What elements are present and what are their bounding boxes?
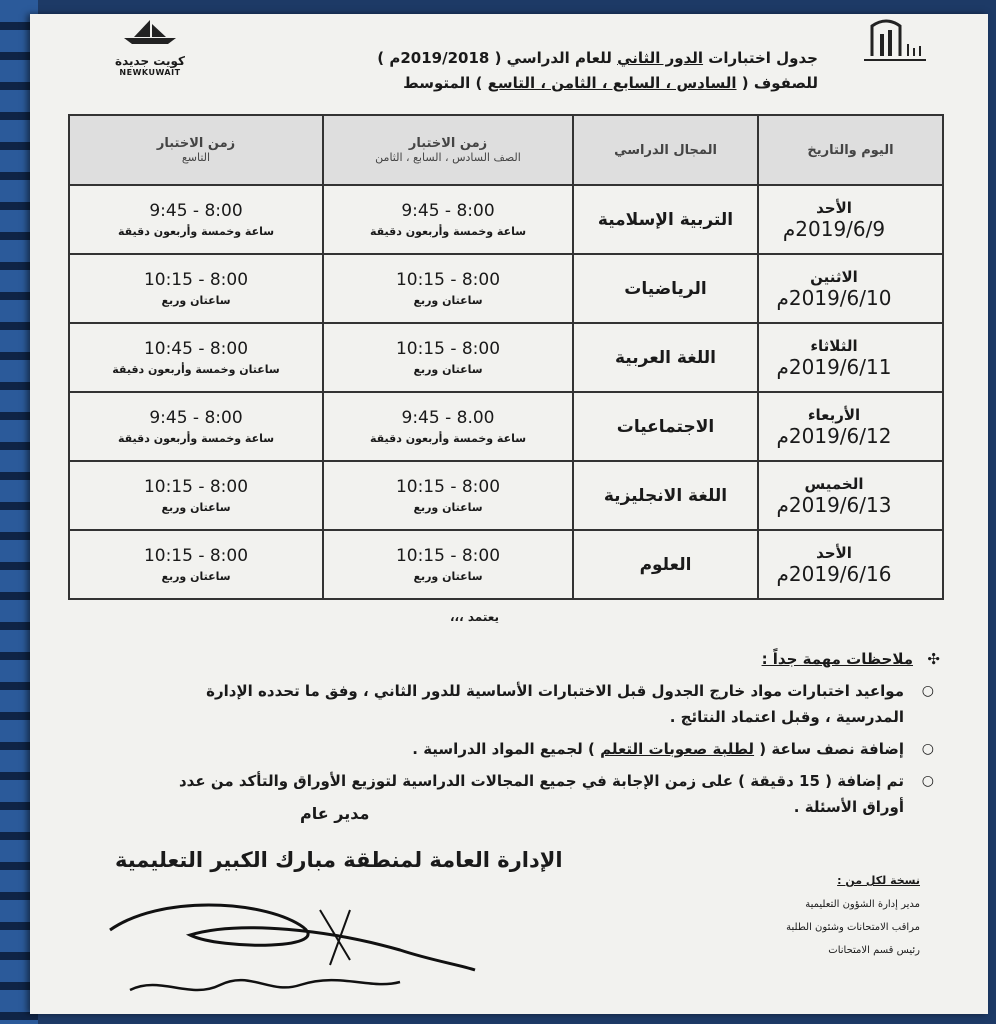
duration-text: ساعة وخمسة وأربعون دقيقة	[117, 225, 275, 238]
time-cell-grade-9	[69, 254, 323, 323]
exam-date: 2019/6/10م	[776, 285, 892, 310]
note-item	[150, 768, 940, 820]
subject-cell: اللغة الانجليزية	[573, 461, 758, 530]
table-row	[69, 530, 943, 599]
day-date-cell	[758, 392, 943, 461]
header-time-sub: الصف السادس ، السابع ، الثامن	[375, 151, 521, 164]
subject-cell: التربية الإسلامية	[573, 185, 758, 254]
star-bullet-icon: ✣	[927, 650, 940, 668]
duration-text: ساعتان وربع	[413, 294, 483, 307]
subject-cell: العلوم	[573, 530, 758, 599]
subject-cell: الرياضيات	[573, 254, 758, 323]
day-name: الأحد	[816, 543, 852, 562]
time-range: 9:45 - 8:00	[149, 408, 243, 428]
exam-date: 2019/6/13م	[776, 492, 892, 517]
title-line-1	[298, 46, 818, 71]
dhow-icon	[120, 18, 180, 46]
time-range: 9:45 - 8:00	[401, 201, 495, 221]
exam-date: 2019/6/12م	[776, 423, 892, 448]
subject-cell: اللغة العربية	[573, 323, 758, 392]
time-cell-grade-9	[69, 323, 323, 392]
duration-text: ساعتان وربع	[161, 570, 231, 583]
grades-prefix: للصفوف (	[736, 74, 818, 92]
copy-recipient: مراقب الامتحانات وشئون الطلبة	[786, 922, 920, 933]
exam-date: 2019/6/11م	[776, 354, 892, 379]
copy-recipient: رئيس قسم الامتحانات	[828, 945, 920, 956]
header-day-date: اليوم والتاريخ	[758, 115, 943, 185]
new-kuwait-logo	[108, 18, 192, 77]
notes-title: ملاحظات مهمة جداً :	[761, 650, 913, 668]
time-cell-grades-6-8	[323, 254, 573, 323]
time-range: 9:45 - 8.00	[401, 408, 495, 428]
time-range: 10:15 - 8:00	[143, 477, 249, 497]
time-cell-grades-6-8	[323, 323, 573, 392]
time-cell-grade-9	[69, 392, 323, 461]
header-exam-time-grade-9	[69, 115, 323, 185]
time-range: 10:15 - 8:00	[395, 477, 501, 497]
duration-text: ساعتان وربع	[161, 294, 231, 307]
note-text: ) لجميع المواد الدراسية .	[412, 740, 601, 758]
duration-text: ساعتان وربع	[413, 363, 483, 376]
logo-english-text: NEWKUWAIT	[119, 68, 181, 77]
grades-list: السادس ، السابع ، الثامن ، التاسع	[487, 74, 737, 92]
note-item	[150, 678, 940, 730]
header-exam-time-grades-6-8	[323, 115, 573, 185]
time-range: 10:15 - 8:00	[143, 270, 249, 290]
duration-text: ساعة وخمسة وأربعون دقيقة	[369, 432, 527, 445]
time-range: 10:45 - 8:00	[143, 339, 249, 359]
header-time-label: زمن الاختبار	[156, 136, 236, 151]
title-text: جدول اختبارات	[703, 49, 818, 67]
circle-bullet-icon: ○	[921, 773, 934, 789]
header-time-sub: التاسع	[181, 151, 211, 164]
grades-level: ) المتوسط	[403, 74, 488, 92]
time-cell-grades-6-8	[323, 461, 573, 530]
subject-cell: الاجتماعيات	[573, 392, 758, 461]
approval-text: يعتمد ،،،	[450, 610, 500, 624]
time-cell-grade-9	[69, 461, 323, 530]
time-range: 10:15 - 8:00	[395, 339, 501, 359]
note-text: إضافة نصف ساعة (	[754, 740, 904, 758]
note-text: تم إضافة ( 15 دقيقة ) على زمن الإجابة في جميع المجالات الدراسية لتوزيع الأوراق والتأكد من عدد أوراق الأسئلة .	[178, 772, 904, 816]
day-name: الثلاثاء	[810, 336, 858, 355]
title-year: للعام الدراسي ( 2019/2018م )	[377, 49, 618, 67]
duration-text: ساعة وخمسة وأربعون دقيقة	[117, 432, 275, 445]
exam-date: 2019/6/16م	[776, 561, 892, 586]
day-name: الأحد	[816, 198, 852, 217]
duration-text: ساعة وخمسة وأربعون دقيقة	[369, 225, 527, 238]
notes-list	[150, 678, 940, 826]
note-text: مواعيد اختبارات مواد خارج الجدول قبل الاختبارات الأساسية للدور الثاني ، وفق ما تحدده الإدارة المدرسية ، وقبل اعتماد النتائج .	[206, 682, 904, 726]
note-highlight: لطلبة صعوبات التعلم	[600, 740, 755, 758]
header-subject: المجال الدراسي	[573, 115, 758, 185]
document-title	[298, 46, 818, 96]
time-cell-grades-6-8	[323, 185, 573, 254]
time-cell-grades-6-8	[323, 530, 573, 599]
day-date-cell	[758, 254, 943, 323]
copies-title: نسخة لكل من :	[837, 874, 920, 887]
table-row	[69, 254, 943, 323]
document-page	[30, 14, 988, 1014]
day-name: الأربعاء	[807, 405, 861, 424]
day-date-cell	[758, 323, 943, 392]
department-name: الإدارة العامة لمنطقة مبارك الكبير التعليمية	[115, 848, 563, 872]
time-range: 10:15 - 8:00	[143, 546, 249, 566]
circle-bullet-icon: ○	[921, 683, 934, 699]
title-round: الدور الثاني	[617, 49, 704, 67]
day-name: الاثنين	[810, 267, 858, 286]
title-line-2	[298, 71, 818, 96]
day-date-cell	[758, 530, 943, 599]
ministry-emblem-icon	[860, 16, 930, 64]
copies-to-block	[670, 874, 920, 956]
time-cell-grade-9	[69, 530, 323, 599]
day-date-cell	[758, 185, 943, 254]
table-row	[69, 323, 943, 392]
table-row	[69, 392, 943, 461]
time-range: 9:45 - 8:00	[149, 201, 243, 221]
day-name: الخميس	[804, 474, 864, 493]
duration-text: ساعتان وربع	[413, 570, 483, 583]
time-cell-grade-9	[69, 185, 323, 254]
duration-text: ساعتان وربع	[413, 501, 483, 514]
duration-text: ساعتان وربع	[161, 501, 231, 514]
note-item	[150, 736, 940, 762]
exam-date: 2019/6/9م	[782, 216, 886, 241]
time-cell-grades-6-8	[323, 392, 573, 461]
circle-bullet-icon: ○	[921, 741, 934, 757]
time-range: 10:15 - 8:00	[395, 546, 501, 566]
header-time-label: زمن الاختبار	[408, 136, 488, 151]
duration-text: ساعتان وخمسة وأربعون دقيقة	[112, 363, 280, 376]
manager-title: مدير عام	[300, 804, 370, 823]
copy-recipient: مدير إدارة الشؤون التعليمية	[805, 899, 920, 910]
time-range: 10:15 - 8:00	[395, 270, 501, 290]
exam-schedule-table	[68, 114, 944, 600]
table-header-row	[69, 115, 943, 185]
handwritten-signature	[100, 890, 480, 1020]
table-row	[69, 461, 943, 530]
table-row	[69, 185, 943, 254]
day-date-cell	[758, 461, 943, 530]
logo-arabic-text: كويت جديدة	[115, 54, 185, 68]
